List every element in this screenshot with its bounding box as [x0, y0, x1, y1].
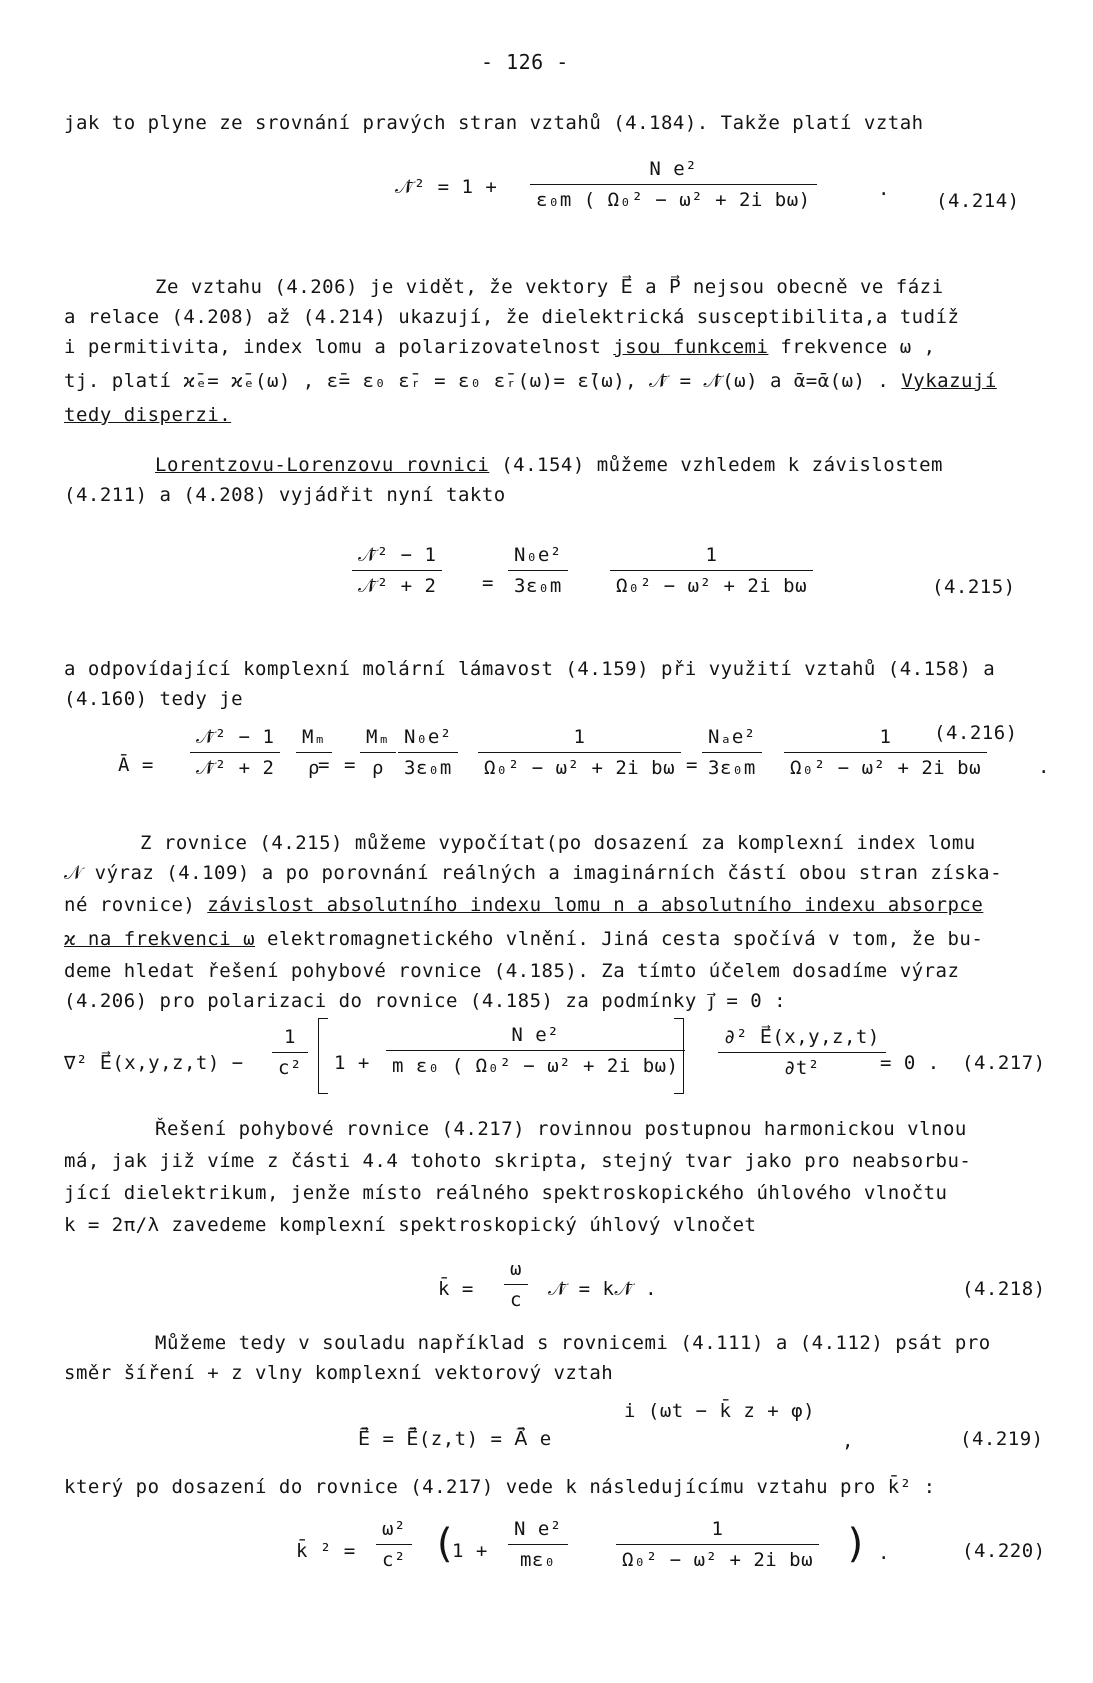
numerator: 1: [711, 1518, 724, 1540]
eq218-lhs: k̄ =: [438, 1278, 474, 1300]
eq217-tail: = 0 .: [880, 1052, 940, 1074]
eq220-fraction-1: [376, 1518, 412, 1571]
eq216-fraction-1: [190, 726, 280, 779]
denominator: Ω₀² − ω² + 2i bω: [484, 757, 676, 779]
right-parenthesis: ): [844, 1521, 869, 1567]
underlined-text: závislost absolutního indexu lomu n a absolutního indexu absorpce: [207, 894, 984, 916]
equation-number: (4.220): [962, 1540, 1046, 1562]
numerator: N₀e²: [514, 544, 562, 566]
page-number: - 126 -: [481, 50, 569, 74]
denominator: ρ: [371, 757, 384, 779]
paragraph-line: k = 2π/λ zavedeme komplexní spektroskopický úhlový vlnočet: [64, 1214, 757, 1236]
denominator: 𝒩̄² + 2: [196, 757, 275, 779]
eq217-one-plus: 1 +: [334, 1052, 370, 1074]
eq220-tail: .: [878, 1542, 890, 1564]
eq214-tail: .: [878, 178, 890, 200]
eq220-one-plus: 1 +: [452, 1540, 488, 1562]
eq219-exponent: i (ωt − k̄ z + φ): [624, 1400, 816, 1422]
numerator: N₀e²: [404, 726, 452, 748]
denominator: Ω₀² − ω² + 2i bω: [622, 1549, 814, 1571]
eq215-fraction-3: [610, 544, 813, 597]
numerator: Mₘ: [366, 726, 390, 748]
numerator: Nₐe²: [708, 726, 756, 748]
underlined-text: jsou funkcemi: [613, 336, 769, 358]
underlined-text: tedy disperzi.: [64, 404, 232, 426]
paragraph-line: (4.206) pro polarizaci do rovnice (4.185) za podmínky j⃗ = 0 :: [64, 990, 787, 1012]
numerator: N e²: [514, 1518, 562, 1540]
eq216-fraction-5: [478, 726, 681, 779]
eq214-denominator: ε₀m ( Ω₀² − ω² + 2i bω): [536, 189, 811, 211]
equation-number: (4.215): [932, 576, 1016, 598]
numerator: 1: [573, 726, 586, 748]
eq220-fraction-3: [616, 1518, 819, 1571]
paragraph-line: Řešení pohybové rovnice (4.217) rovinnou postupnou harmonickou vlnou: [155, 1118, 967, 1140]
paragraph-line: 𝒩 výraz (4.109) a po porovnání reálných a imaginárních částí obou stran získa-: [64, 862, 1003, 884]
left-bracket: [318, 1018, 328, 1094]
numerator: 𝒩̄² − 1: [358, 544, 437, 566]
paragraph-line: jící dielektrikum, jenže místo reálného spektroskopického úhlového vlnočtu: [64, 1182, 948, 1204]
eq217-fraction-1: [272, 1026, 308, 1079]
eq218-rhs: 𝒩̄ = k𝒩̄ .: [548, 1278, 658, 1300]
numerator: 1: [283, 1026, 296, 1048]
paragraph-line: Můžeme tedy v souladu například s rovnicemi (4.111) a (4.112) psát pro: [155, 1332, 991, 1354]
denominator: c²: [382, 1549, 406, 1571]
paragraph-line: [64, 928, 983, 950]
underlined-text: ϰ na frekvenci ω: [64, 928, 256, 950]
denominator: 𝒩̄² + 2: [358, 575, 437, 597]
eq216-tail: .: [1038, 756, 1050, 778]
equation-number: (4.217): [962, 1052, 1046, 1074]
text-span: elektromagnetického vlnění. Jiná cesta spočívá v tom, že bu-: [255, 928, 984, 950]
eq220-lhs: k̄ ² =: [296, 1540, 356, 1562]
paragraph-line: Z rovnice (4.215) můžeme vypočítat(po dosazení za komplexní index lomu: [140, 832, 976, 854]
equals-sign: =: [686, 754, 698, 776]
paragraph-line: [64, 894, 983, 916]
denominator: 3ε₀m: [514, 575, 562, 597]
numerator: 𝒩̄² − 1: [196, 726, 275, 748]
left-parenthesis: (: [432, 1521, 457, 1567]
equals-sign: =: [482, 572, 494, 594]
eq217-fraction-3: [718, 1026, 886, 1079]
denominator: 3ε₀m: [708, 757, 756, 779]
text-span: (4.154) můžeme vzhledem k závislostem: [489, 454, 943, 476]
eq215-fraction-1: [352, 544, 442, 597]
numerator: Mₘ: [302, 726, 326, 748]
eq214-numerator: N e²: [649, 158, 698, 180]
eq218-fraction: [504, 1258, 528, 1311]
numerator: ∂² E⃗(x,y,z,t): [724, 1026, 880, 1048]
eq214-fraction: [530, 158, 817, 211]
paragraph-line: deme hledat řešení pohybové rovnice (4.185). Za tímto účelem dosadíme výraz: [64, 960, 960, 982]
equals-sign: =: [344, 754, 356, 776]
equals-sign: =: [318, 754, 330, 776]
text-span: né rovnice): [64, 894, 208, 916]
eq219-body: E⃗̄ = E⃗̄(z,t) = A⃗̄ e: [358, 1428, 552, 1450]
denominator: m ε₀ ( Ω₀² − ω² + 2i bω): [392, 1055, 679, 1077]
numerator: N e²: [511, 1024, 560, 1046]
paragraph-line: má, jak již víme z části 4.4 tohoto skripta, stejný tvar jako pro neabsorbu-: [64, 1150, 972, 1172]
denominator: ρ: [307, 757, 320, 779]
numerator: ω: [510, 1258, 522, 1280]
eq217-lhs: ∇² E⃗(x,y,z,t) −: [64, 1052, 244, 1074]
paragraph-line: [64, 370, 997, 392]
eq216-fraction-3: [360, 726, 396, 779]
equation-number: (4.218): [962, 1278, 1046, 1300]
numerator: 1: [879, 726, 892, 748]
paragraph-line: který po dosazení do rovnice (4.217) vede k následujícímu vztahu pro k̄² :: [64, 1476, 936, 1498]
denominator: mε₀: [519, 1549, 556, 1571]
eq216-fraction-6: [702, 726, 762, 779]
eq215-fraction-2: [508, 544, 568, 597]
equation-number: (4.214): [936, 190, 1020, 212]
paragraph-line: směr šíření + z vlny komplexní vektorový vztah: [64, 1362, 614, 1384]
paragraph-line: (4.211) a (4.208) vyjádřit nyní takto: [64, 484, 506, 506]
text-span: frekvence ω ,: [768, 336, 936, 358]
denominator: 3ε₀m: [404, 757, 452, 779]
numerator: 1: [705, 544, 718, 566]
paragraph-line: [155, 454, 943, 476]
paragraph-line: a odpovídající komplexní molární lámavost (4.159) při využití vztahů (4.158) a: [64, 658, 996, 680]
denominator: Ω₀² − ω² + 2i bω: [616, 575, 808, 597]
denominator: c: [510, 1289, 522, 1311]
underlined-text: Vykazují: [901, 370, 997, 392]
eq219-tail: ,: [842, 1430, 854, 1452]
paragraph-line: Ze vztahu (4.206) je vidět, že vektory E⃗ a P⃗ nejsou obecně ve fázi: [155, 276, 944, 298]
right-bracket: [674, 1018, 684, 1094]
eq220-fraction-2: [508, 1518, 568, 1571]
eq216-fraction-4: [398, 726, 458, 779]
paragraph-line: a relace (4.208) až (4.214) ukazují, že dielektrická susceptibilita,a tudíž: [64, 306, 960, 328]
text-span: i permitivita, index lomu a polarizovatelnost: [64, 336, 614, 358]
text-span: tj. platí ϰ̄ₑ= ϰ̄ₑ(ω) , ε̄= ε₀ ε̄ᵣ = ε₀ ε̄ᵣ(ω)= ε̄(ω), 𝒩̄ = 𝒩̄(ω) a ᾱ=ᾱ(ω) .: [64, 370, 902, 392]
paragraph-intro: jak to plyne ze srovnání pravých stran vztahů (4.184). Takže platí vztah: [64, 112, 924, 134]
equation-number: (4.216): [934, 722, 1018, 744]
paragraph-line: [64, 336, 936, 358]
underlined-text: Lorentzovu-Lorenzovu rovnici: [155, 454, 490, 476]
eq217-fraction-2: [386, 1024, 685, 1077]
eq216-lhs: Ā =: [118, 754, 154, 776]
denominator: ∂t²: [783, 1057, 820, 1079]
denominator: c²: [278, 1057, 302, 1079]
equation-number: (4.219): [960, 1428, 1044, 1450]
paragraph-line: (4.160) tedy je: [64, 688, 244, 710]
numerator: ω²: [382, 1518, 406, 1540]
eq216-fraction-2: [296, 726, 332, 779]
denominator: Ω₀² − ω² + 2i bω: [790, 757, 982, 779]
eq214-lhs: 𝒩̄² = 1 +: [395, 176, 498, 198]
